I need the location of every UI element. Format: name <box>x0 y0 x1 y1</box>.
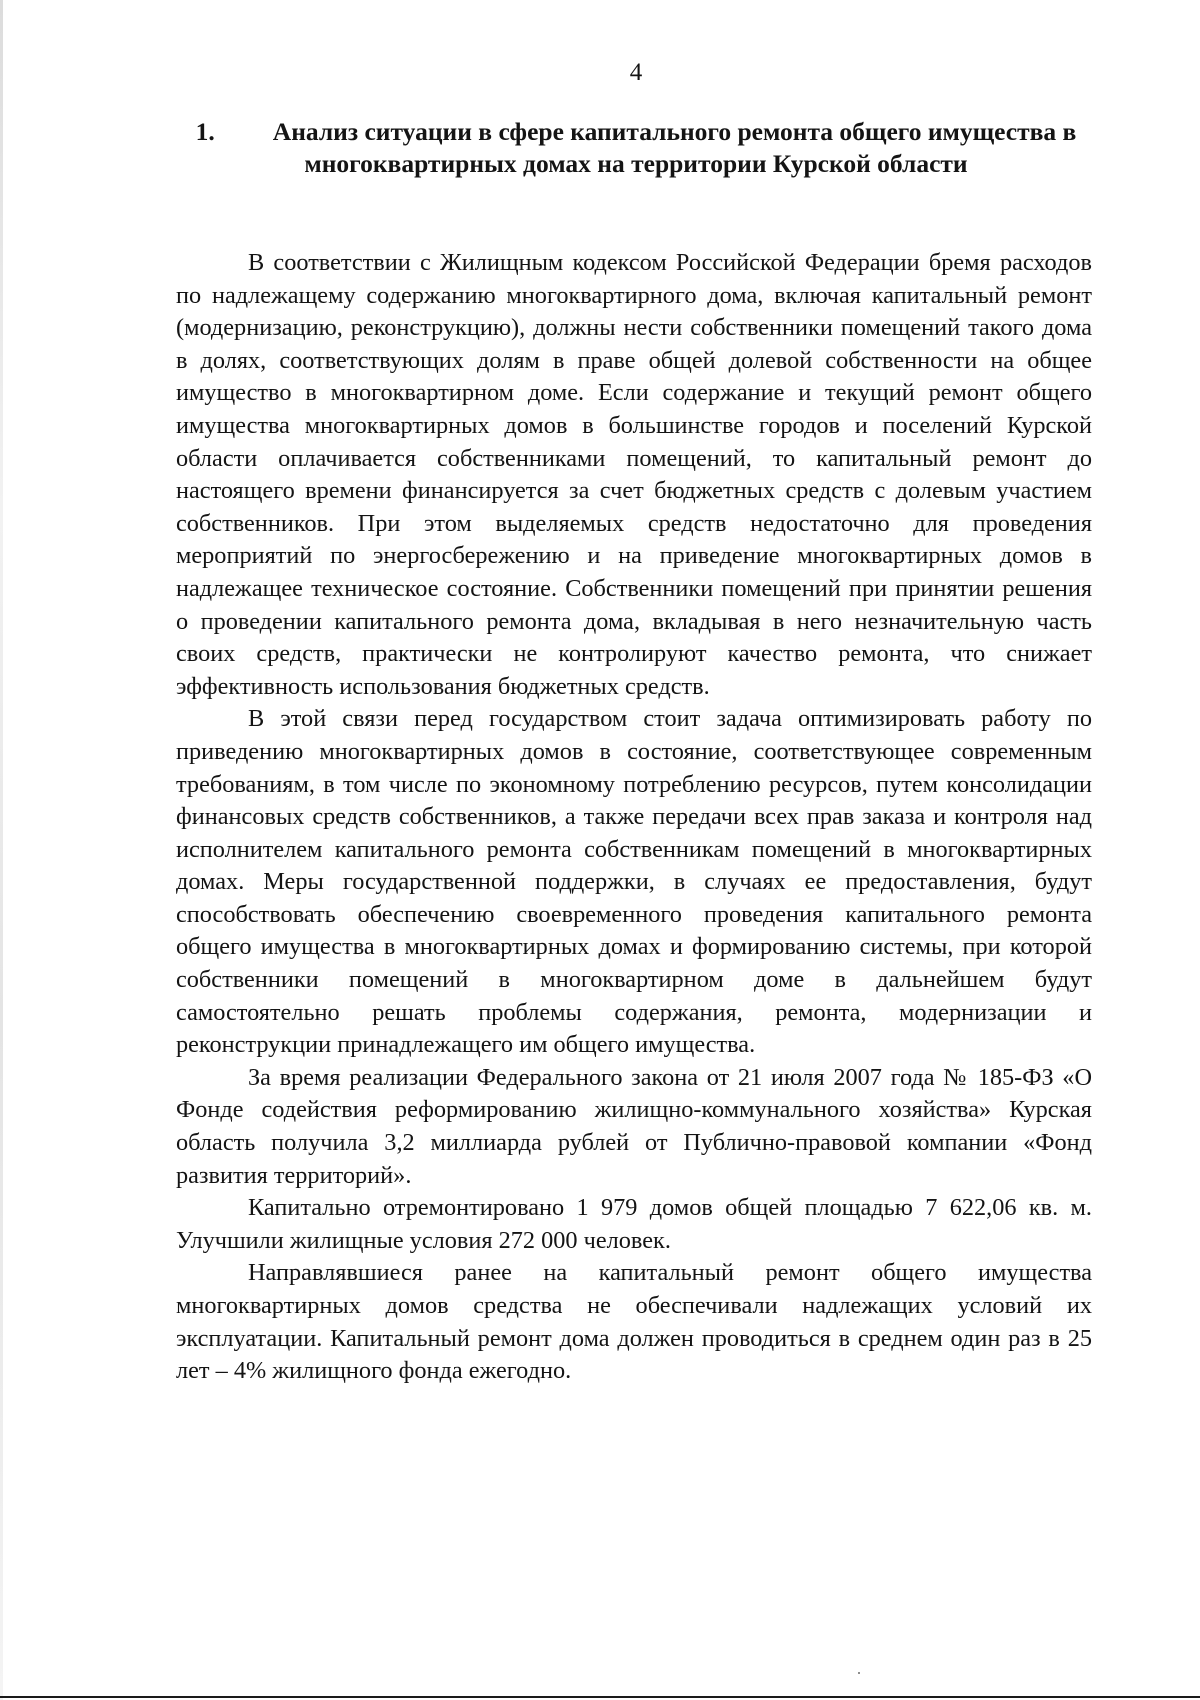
scan-left-edge <box>0 0 3 1700</box>
section-title: Анализ ситуации в сфере капитального ремонта общего имущества в многоквартирных домах на территории Курской области <box>272 117 1077 178</box>
section-number: 1. <box>195 117 215 146</box>
paragraph-housing-code: В соответствии с Жилищным кодексом Российской Федерации бремя расходов по надлежащему содержанию многоквартирного дома, включая капитальный ремонт (модернизацию, реконструкцию), должны нести собственники помещений такого дома в долях, соответствующих долям в праве общей долевой собственности на общее имущество в многоквартирном доме. Если содержание и текущий ремонт общего имущества многоквартирных домов в большинстве городов и поселений Курской области оплачивается собственниками помещений, то капитальный ремонт до настоящего времени финансируется за счет бюджетных средств с долевым участием собственников. При этом выделяемых средств недостаточно для проведения мероприятий по энергосбережению и на приведение многоквартирных домов в надлежащее техническое состояние. Собственники помещений при принятии решения о проведении капитального ремонта дома, вкладывая в него незначительную часть своих средств, практически не контролируют качество ремонта, что снижает эффективность использования бюджетных средств. <box>176 249 1092 700</box>
paragraph-state-task: В этой связи перед государством стоит задача оптимизировать работу по приведению многоквартирных домов в состояние, соответствующее современным требованиям, в том числе по экономному потреблению ресурсов, путем консолидации финансовых средств собственников, а также передачи всех прав заказа и контроля над исполнителем капитального ремонта собственникам помещений в многоквартирных домах. Меры государственной поддержки, в случаях ее предоставления, будут способствовать обеспечению своевременного проведения капитального ремонта общего имущества в многоквартирных домах и формированию системы, при которой собственники помещений в многоквартирном доме в дальнейшем будут самостоятельно решать проблемы содержания, ремонта, модернизации и реконструкции принадлежащего им общего имущества. <box>176 705 1092 1059</box>
scan-artifact-dot <box>858 1672 860 1674</box>
page-number: 4 <box>629 59 643 86</box>
document-body <box>176 247 1092 1388</box>
scan-bottom-edge <box>0 1696 1200 1698</box>
paragraph-repaired-houses: Капитально отремонтировано 1 979 домов общей площадью 7 622,06 кв. м. Улучшили жилищные условия 272 000 человек. <box>176 1194 1092 1254</box>
paragraph-repair-frequency: Направлявшиеся ранее на капитальный ремонт общего имущества многоквартирных домов средства не обеспечивали надлежащих условий их эксплуатации. Капитальный ремонт дома должен проводиться в среднем один раз в 25 лет – 4% жилищного фонда ежегодно. <box>176 1259 1092 1385</box>
section-heading <box>176 116 1096 180</box>
paragraph-federal-law: За время реализации Федерального закона от 21 июля 2007 года № 185-ФЗ «О Фонде содействия реформированию жилищно-коммунального хозяйства» Курская область получила 3,2 миллиарда рублей от Публично-правовой компании «Фонд развития территорий». <box>176 1063 1092 1189</box>
